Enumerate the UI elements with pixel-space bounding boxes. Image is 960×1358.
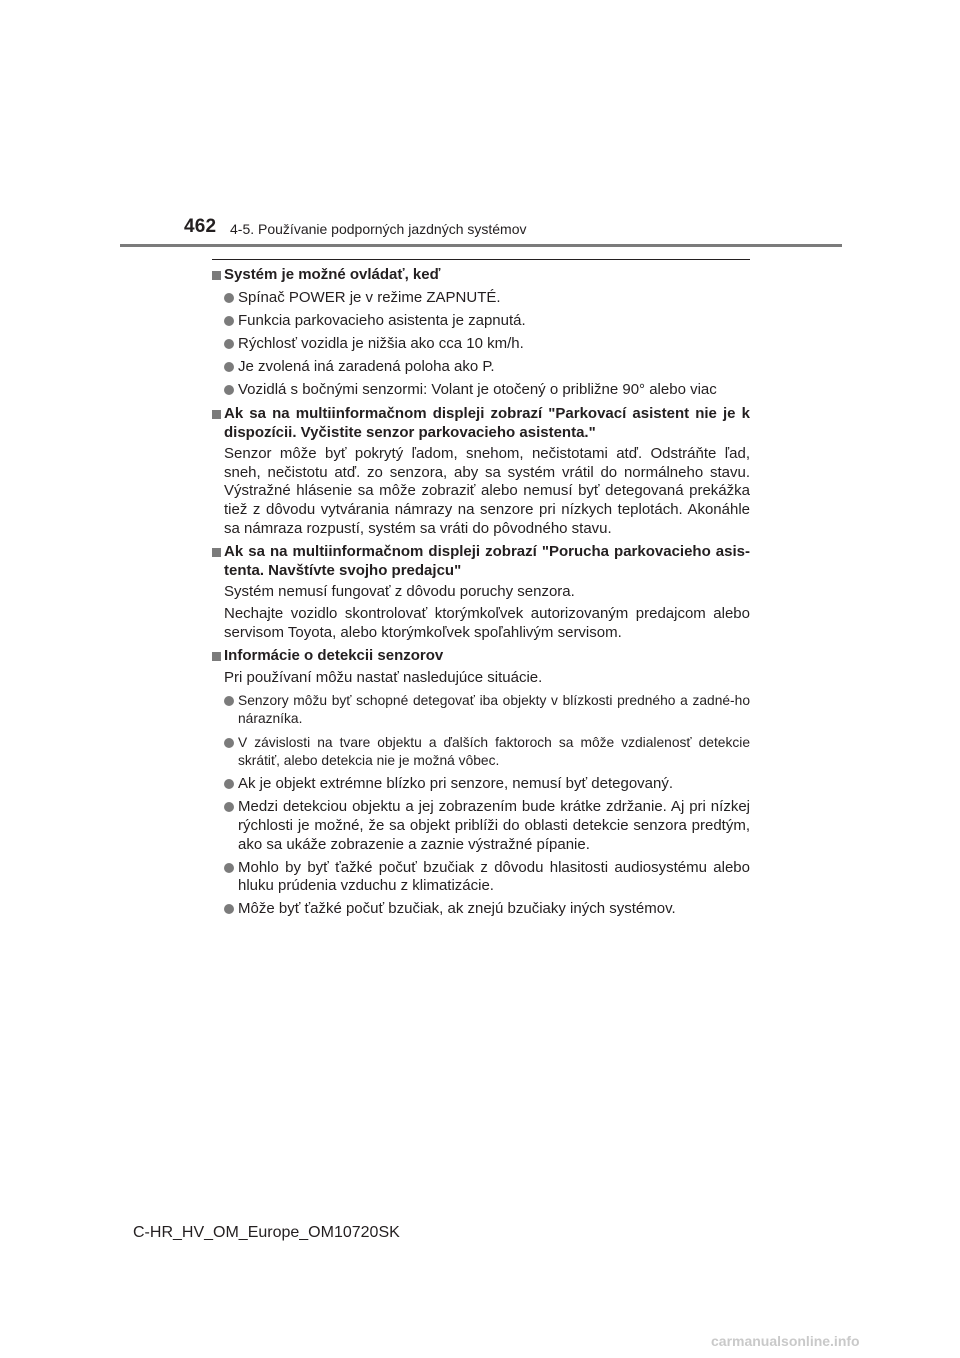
- paragraph: Systém nemusí fungovať z dôvodu poruchy senzora.: [224, 583, 575, 601]
- section-heading-operation-conditions: [212, 266, 750, 285]
- bullet-dot-icon: [224, 339, 234, 349]
- list-item: [212, 734, 750, 771]
- list-item: [212, 859, 750, 896]
- square-marker-icon: [212, 410, 221, 419]
- content-rule: [212, 259, 750, 260]
- header-rule: [120, 244, 842, 247]
- list-item: [212, 692, 750, 729]
- paragraph: Pri používaní môžu nastať nasledujúce situácie.: [224, 668, 543, 686]
- paragraph: Nechajte vozidlo skontrolovať ktorýmkoľvek autorizovaným predajcom alebo servisom Toyota, alebo ktorýmkoľvek spoľahlivým servisom.: [224, 605, 750, 641]
- bullet-dot-icon: [224, 779, 234, 789]
- list-item: [212, 358, 750, 377]
- watermark[interactable]: carmanualsonline.info: [711, 1333, 860, 1349]
- bullet-dot-icon: [224, 802, 234, 812]
- bullet-dot-icon: [224, 362, 234, 372]
- heading-text: Ak sa na multiinformačnom displeji zobrazí "Porucha parkovacieho asis-tenta. Navštívte svojho predajcu": [224, 543, 750, 579]
- list-item: [212, 798, 750, 854]
- bullet-text: Mohlo by byť ťažké počuť bzučiak z dôvodu hlasitosti audiosystému alebo hluku prúdenia vzduchu z klimatizácie.: [238, 858, 750, 895]
- list-item: [212, 381, 750, 400]
- paragraph: Senzor môže byť pokrytý ľadom, snehom, nečistotami atď. Odstráňte ľad, sneh, nečistotu atď. zo senzora, aby sa systém vrátil do normálneho stavu. Výstražné hlásenie sa môže zobraziť alebo nemusí byť detegovaná prekážka tiež z dôvodu vytvárania námrazy na senzore pri nízkych teplotách. Akonáhle sa námraza rozpustí, systém sa vráti do pôvodného stavu.: [224, 445, 750, 537]
- section-heading-detection-info: [212, 647, 750, 666]
- bullet-text: V závislosti na tvare objektu a ďalších faktoroch sa môže vzdialenosť detekcie skrátiť, alebo detekcia nie je možná vôbec.: [238, 734, 750, 769]
- bullet-text: Je zvolená iná zaradená poloha ako P.: [238, 358, 495, 376]
- heading-text: Informácie o detekcii senzorov: [224, 647, 444, 665]
- bullet-text: Spínač POWER je v režime ZAPNUTÉ.: [238, 289, 501, 307]
- bullet-dot-icon: [224, 696, 234, 706]
- content-body: [212, 266, 750, 919]
- bullet-dot-icon: [224, 904, 234, 914]
- heading-text: Systém je možné ovládať, keď: [224, 266, 441, 283]
- bullet-text: Funkcia parkovacieho asistenta je zapnutá.: [238, 312, 526, 330]
- bullet-text: Senzory môžu byť schopné detegovať iba objekty v blízkosti predného a zadné-ho nárazníka.: [238, 692, 750, 727]
- list-item: [212, 289, 750, 308]
- bullet-text: Rýchlosť vozidla je nižšia ako cca 10 km/h.: [238, 335, 524, 353]
- list-item: [212, 775, 750, 794]
- heading-text: Ak sa na multiinformačnom displeji zobrazí "Parkovací asistent nie je k dispozícii. Vyčistite senzor parkovacieho asistenta.": [224, 405, 750, 441]
- square-marker-icon: [212, 652, 221, 661]
- bullet-text: Môže byť ťažké počuť bzučiak, ak znejú bzučiaky iných systémov.: [238, 900, 676, 918]
- section-heading-sensor-unavailable: [212, 405, 750, 442]
- bullet-dot-icon: [224, 738, 234, 748]
- bullet-dot-icon: [224, 316, 234, 326]
- bullet-text: Medzi detekciou objektu a jej zobrazením bude krátke zdržanie. Aj pri nízkej rýchlosti je možné, že sa objekt priblíži do oblasti detekcie senzora predtým, ako sa ukáže zobrazenie a zaznie výstražné pípanie.: [238, 798, 750, 853]
- list-item: [212, 900, 750, 919]
- bullet-text: Ak je objekt extrémne blízko pri senzore, nemusí byť detegovaný.: [238, 775, 674, 793]
- bullet-dot-icon: [224, 863, 234, 873]
- footer-doc-id: C-HR_HV_OM_Europe_OM10720SK: [133, 1224, 400, 1241]
- list-item: [212, 335, 750, 354]
- square-marker-icon: [212, 548, 221, 557]
- bullet-dot-icon: [224, 385, 234, 395]
- page-number: 462: [184, 216, 217, 237]
- bullet-dot-icon: [224, 293, 234, 303]
- square-marker-icon: [212, 271, 221, 280]
- section-title: 4-5. Používanie podporných jazdných systémov: [230, 221, 527, 237]
- section-heading-system-malfunction: [212, 543, 750, 580]
- list-item: [212, 312, 750, 331]
- bullet-text: Vozidlá s bočnými senzormi: Volant je otočený o približne 90° alebo viac: [238, 381, 717, 399]
